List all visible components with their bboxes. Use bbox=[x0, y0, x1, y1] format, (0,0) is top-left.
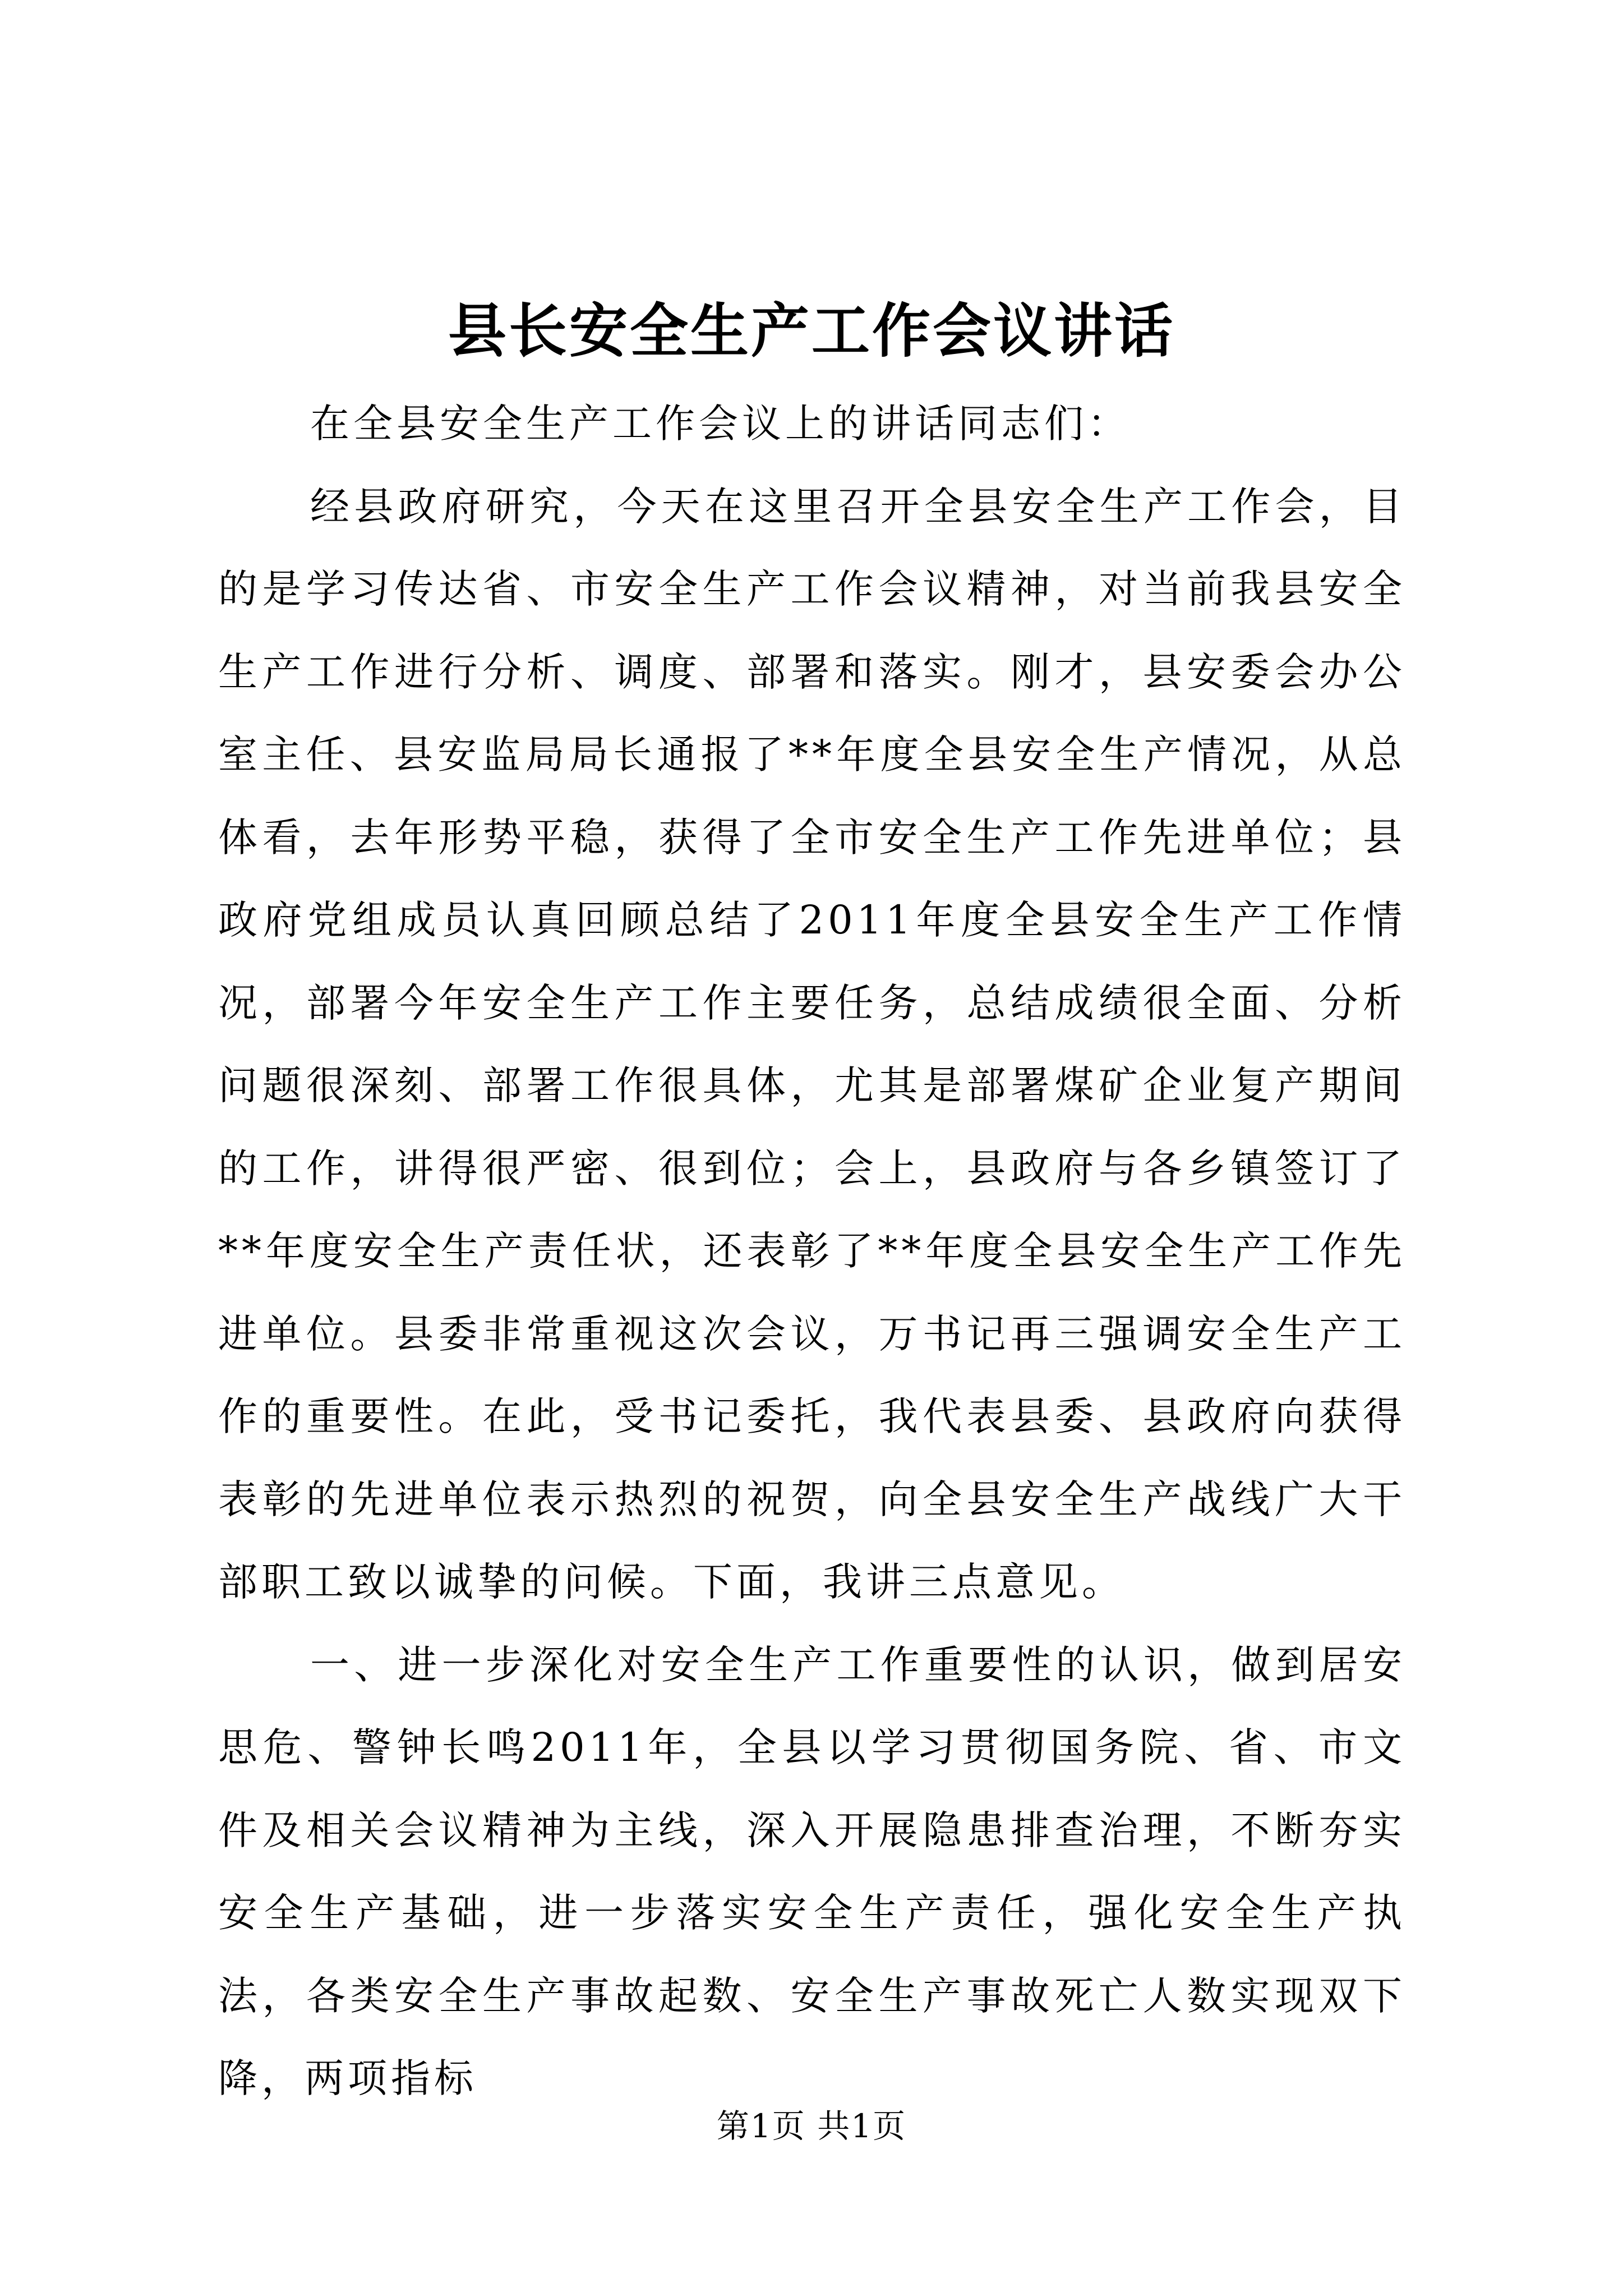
document-title: 县长安全生产工作会议讲话 bbox=[448, 296, 1175, 365]
page-number-label: 第1页 共1页 bbox=[716, 2107, 907, 2145]
document-body bbox=[218, 383, 1406, 2120]
paragraph-greeting: 在全县安全生产工作会议上的讲话同志们： bbox=[310, 401, 1131, 447]
paragraph-introduction: 经县政府研究，今天在这里召开全县安全生产工作会，目的是学习传达省、市安全生产工作会议精神，对当前我县安全生产工作进行分析、调度、部署和落实。刚才，县安委会办公室主任、县安监局局长通报了**年度全县安全生产情况，从总体看，去年形势平稳，获得了全市安全生产工作先进单位；县政府党组成员认真回顾总结了2011年度全县安全生产工作情况，部署今年安全生产工作主要任务，总结成绩很全面、分析问题很深刻、部署工作很具体，尤其是部署煤矿企业复产期间的工作，讲得很严密、很到位；会上，县政府与各乡镇签订了**年度安全生产责任状，还表彰了**年度全县安全生产工作先进单位。县委非常重视这次会议，万书记再三强调安全生产工作的重要性。在此，受书记委托，我代表县委、县政府向获得表彰的先进单位表示热烈的祝贺，向全县安全生产战线广大干部职工致以诚挚的问候。下面，我讲三点意见。 bbox=[218, 483, 1406, 1605]
paragraph-section-one: 一、进一步深化对安全生产工作重要性的认识，做到居安思危、警钟长鸣2011年，全县以学习贯彻国务院、省、市文件及相关会议精神为主线，深入开展隐患排查治理，不断夯实安全生产基础，进一步落实安全生产责任，强化安全生产执法，各类安全生产事故起数、安全生产事故死亡人数实现双下降，两项指标 bbox=[218, 1641, 1406, 2101]
page-footer bbox=[0, 2104, 1623, 2148]
